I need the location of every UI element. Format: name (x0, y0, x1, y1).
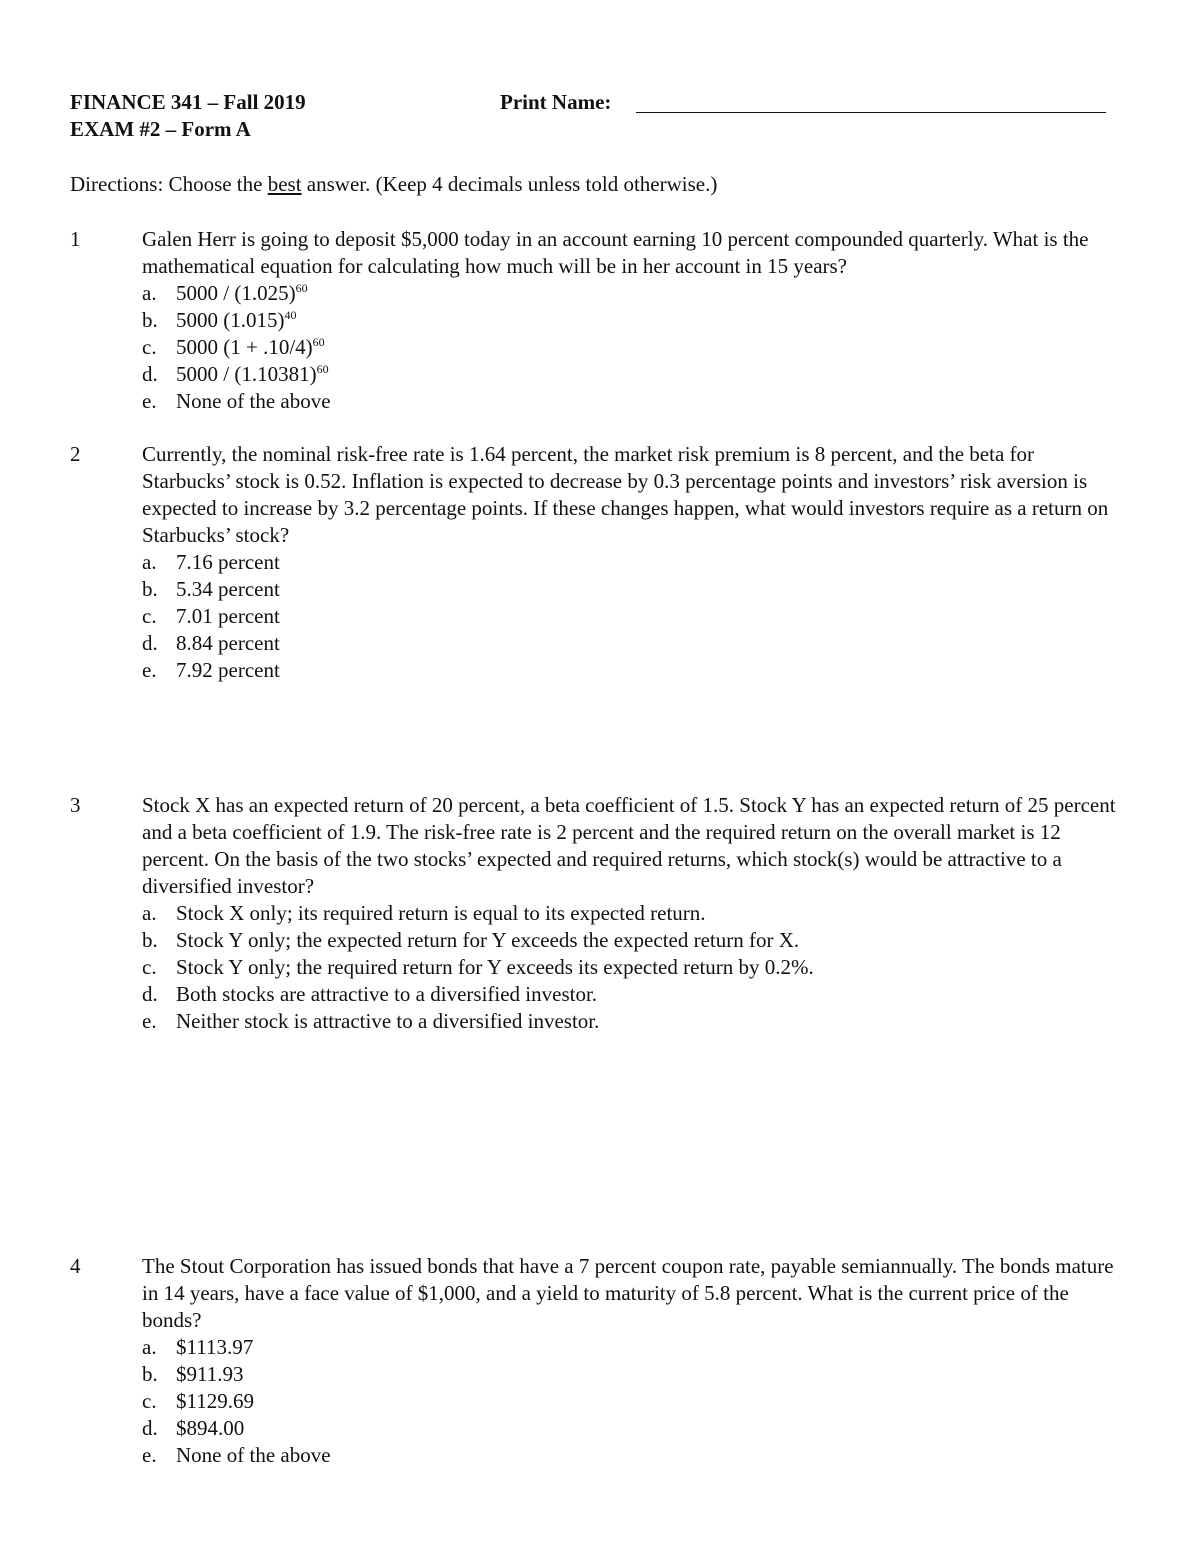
print-name-line[interactable] (636, 112, 1106, 113)
option-a[interactable] (142, 549, 1127, 576)
option-e[interactable] (142, 1442, 1127, 1469)
question-number: 2 (70, 442, 81, 466)
option-text: Neither stock is attractive to a diversified investor. (176, 1009, 600, 1033)
option-letter: c. (142, 1389, 157, 1413)
question-stem: Stock X has an expected return of 20 percent, a beta coefficient of 1.5. Stock Y has an expected return of 25 percent and a beta coefficient of 1.9. The risk-free rate is 2 percent and the required return on the overall market is 12 percent. On the basis of the two stocks’ expected and required returns, which stock(s) would be attractive to a diversified investor? (142, 793, 1116, 898)
option-d[interactable] (142, 361, 1127, 388)
option-exponent: 60 (312, 335, 325, 349)
option-letter: a. (142, 550, 157, 574)
directions-prefix: Directions: Choose the (70, 172, 268, 196)
course-title: FINANCE 341 – Fall 2019 (70, 90, 306, 114)
directions-emphasis: best (267, 172, 302, 196)
option-text: Stock Y only; the expected return for Y exceeds the expected return for X. (176, 928, 800, 952)
option-text: 5000 / (1.10381) (176, 362, 317, 386)
option-text: $911.93 (176, 1362, 244, 1386)
question-number: 3 (70, 793, 81, 817)
question-stem: Currently, the nominal risk-free rate is 1.64 percent, the market risk premium is 8 percent, and the beta for Starbucks’ stock is 0.52. Inflation is expected to decrease by 0.3 percentage points and investors’ risk aversion is expected to increase by 3.2 percentage points. If these changes happen, what would investors require as a return on Starbucks’ stock? (142, 442, 1109, 547)
option-letter: e. (142, 658, 157, 682)
option-letter: d. (142, 362, 158, 386)
option-text: 7.16 percent (176, 550, 280, 574)
option-c[interactable] (142, 1388, 1127, 1415)
option-c[interactable] (142, 334, 1127, 361)
option-letter: d. (142, 1416, 158, 1440)
option-text: $894.00 (176, 1416, 245, 1440)
option-letter: a. (142, 1335, 157, 1359)
option-a[interactable] (142, 900, 1127, 927)
option-c[interactable] (142, 603, 1127, 630)
option-text: 5.34 percent (176, 577, 280, 601)
option-b[interactable] (142, 576, 1127, 603)
directions (70, 171, 717, 198)
option-b[interactable] (142, 307, 1127, 334)
option-d[interactable] (142, 981, 1127, 1008)
option-letter: e. (142, 1009, 157, 1033)
question-body (142, 441, 1127, 684)
option-a[interactable] (142, 1334, 1127, 1361)
option-e[interactable] (142, 388, 1127, 415)
option-letter: a. (142, 281, 157, 305)
exam-title: EXAM #2 – Form A (70, 117, 251, 141)
option-letter: b. (142, 1362, 158, 1386)
option-letter: b. (142, 577, 158, 601)
directions-suffix: answer. (Keep 4 decimals unless told otherwise.) (301, 172, 718, 196)
question-body (142, 792, 1127, 1035)
option-letter: c. (142, 955, 157, 979)
option-b[interactable] (142, 927, 1127, 954)
option-text: $1129.69 (176, 1389, 254, 1413)
question-body (142, 226, 1127, 415)
option-letter: b. (142, 928, 158, 952)
option-a[interactable] (142, 280, 1127, 307)
option-letter: d. (142, 982, 158, 1006)
option-letter: c. (142, 604, 157, 628)
option-c[interactable] (142, 954, 1127, 981)
option-e[interactable] (142, 1008, 1127, 1035)
option-e[interactable] (142, 657, 1127, 684)
option-text: Stock Y only; the required return for Y exceeds its expected return by 0.2%. (176, 955, 814, 979)
option-text: $1113.97 (176, 1335, 254, 1359)
option-letter: c. (142, 335, 157, 359)
option-text: 5000 / (1.025) (176, 281, 296, 305)
option-letter: d. (142, 631, 158, 655)
option-text: 7.92 percent (176, 658, 280, 682)
question-stem: The Stout Corporation has issued bonds that have a 7 percent coupon rate, payable semiannually. The bonds mature in 14 years, have a face value of $1,000, and a yield to maturity of 5.8 percent. What is the current price of the bonds? (142, 1254, 1114, 1332)
option-text: None of the above (176, 1443, 331, 1467)
option-text: 7.01 percent (176, 604, 280, 628)
option-letter: e. (142, 389, 157, 413)
option-text: Both stocks are attractive to a diversified investor. (176, 982, 598, 1006)
option-text: 5000 (1 + .10/4) (176, 335, 313, 359)
print-name-label: Print Name: (500, 90, 612, 114)
option-text: 8.84 percent (176, 631, 280, 655)
question-number: 4 (70, 1254, 81, 1278)
option-d[interactable] (142, 630, 1127, 657)
option-exponent: 60 (316, 362, 329, 376)
option-text: 5000 (1.015) (176, 308, 285, 332)
option-letter: a. (142, 901, 157, 925)
option-d[interactable] (142, 1415, 1127, 1442)
question-stem: Galen Herr is going to deposit $5,000 today in an account earning 10 percent compounded quarterly. What is the mathematical equation for calculating how much will be in her account in 15 years? (142, 227, 1089, 278)
option-b[interactable] (142, 1361, 1127, 1388)
question-number: 1 (70, 227, 81, 251)
option-exponent: 60 (295, 281, 308, 295)
option-letter: e. (142, 1443, 157, 1467)
option-letter: b. (142, 308, 158, 332)
option-text: Stock X only; its required return is equal to its expected return. (176, 901, 706, 925)
option-exponent: 40 (284, 308, 297, 322)
option-text: None of the above (176, 389, 331, 413)
question-body (142, 1253, 1127, 1469)
